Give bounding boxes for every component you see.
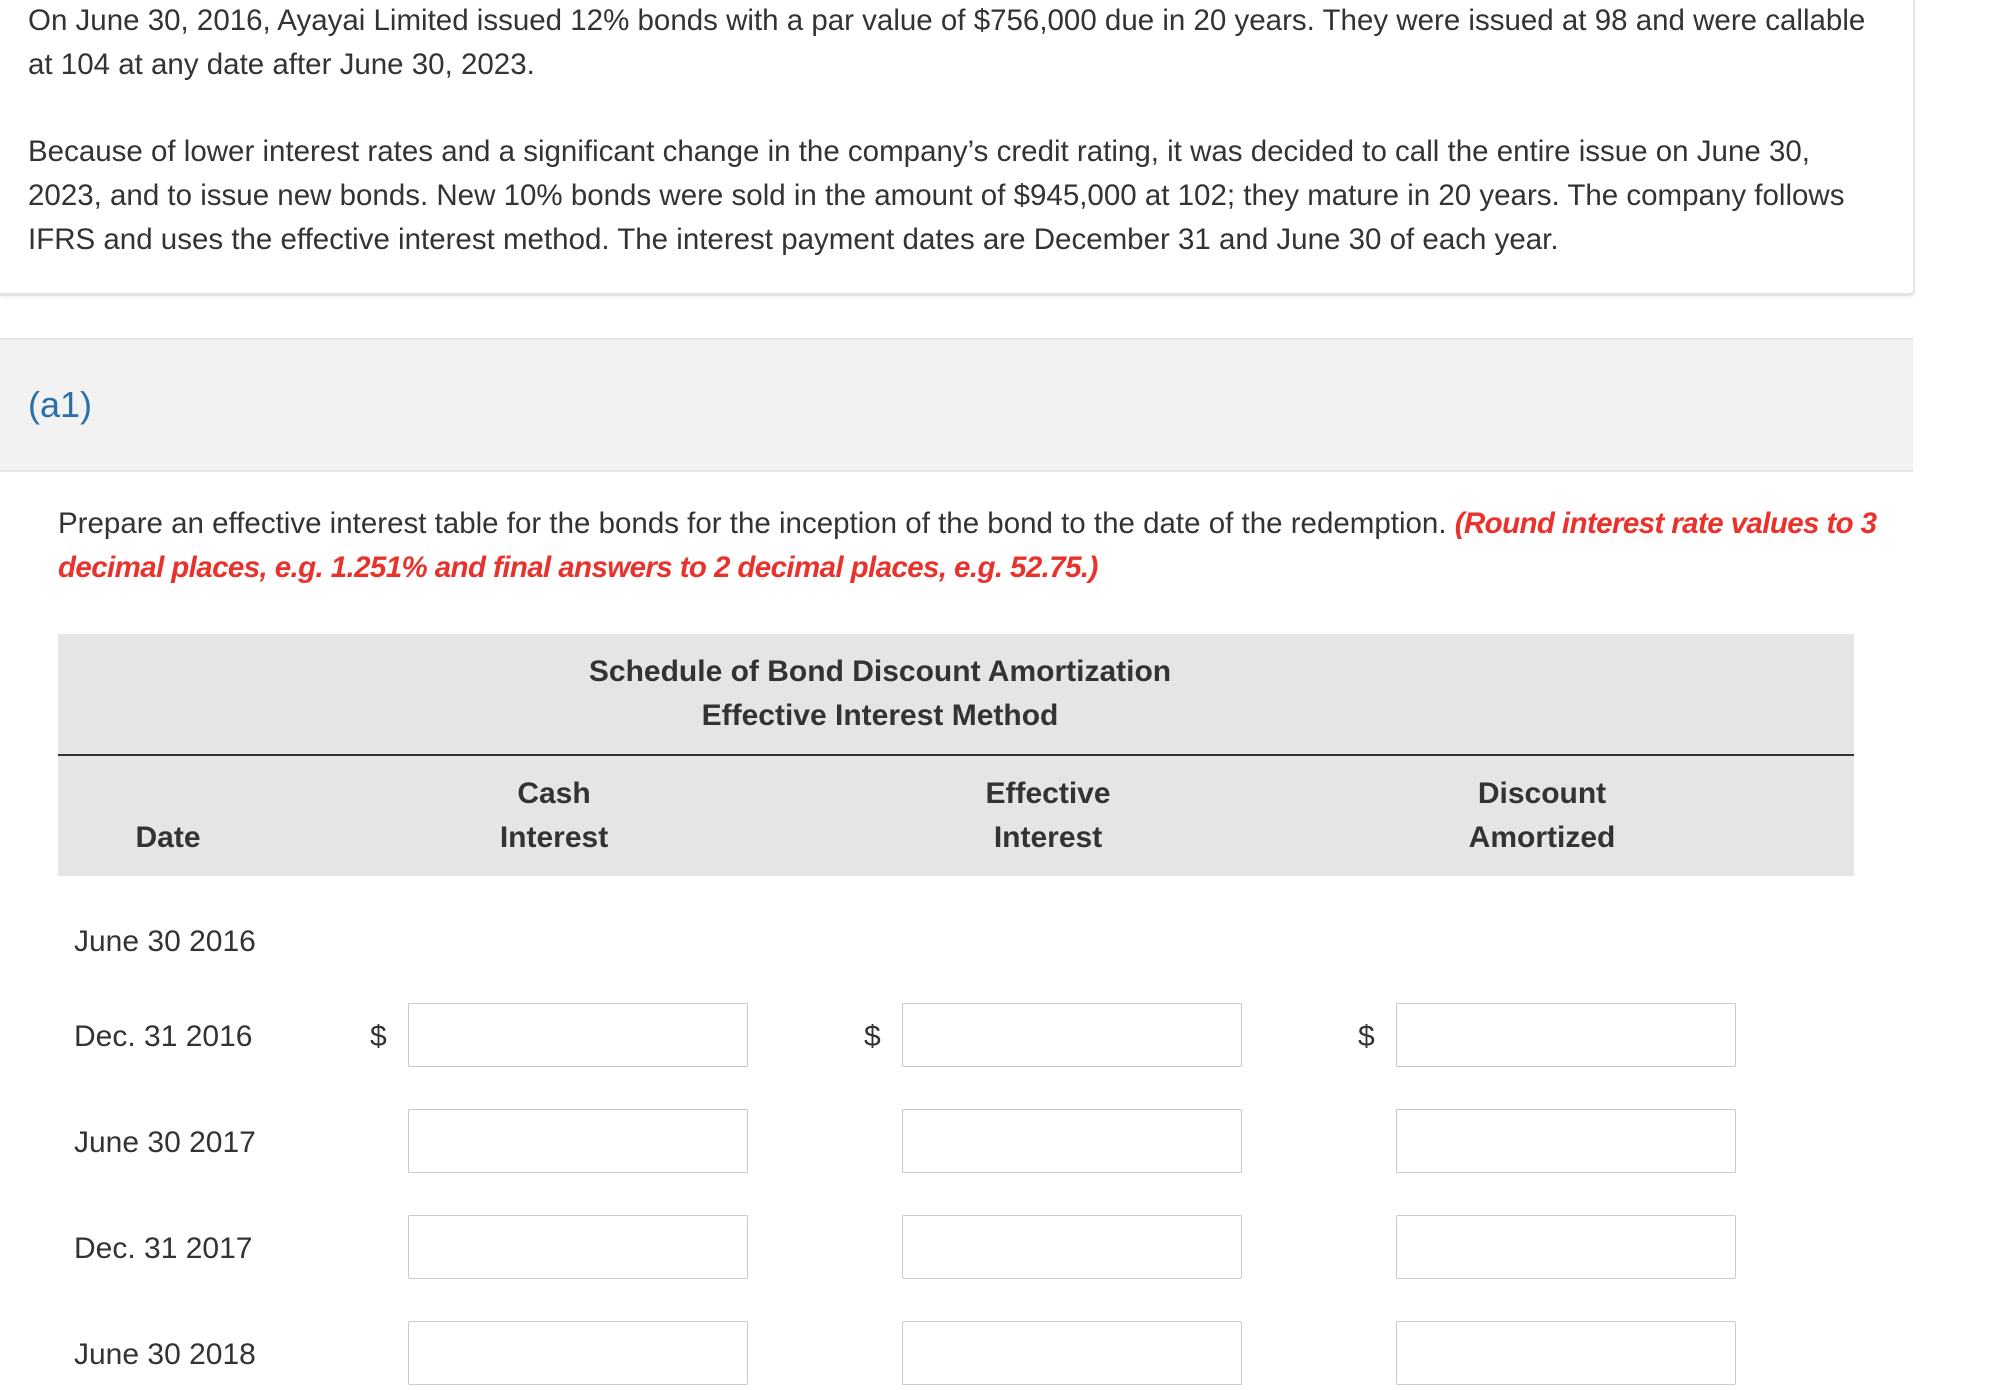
table-row <box>58 1321 1854 1387</box>
row-date: Dec. 31 2017 <box>74 1232 253 1265</box>
cash-interest-input[interactable] <box>408 1109 748 1173</box>
cash-interest-input[interactable] <box>408 1215 748 1279</box>
column-header-effective-line2: Interest <box>993 821 1103 854</box>
row-date: June 30 2017 <box>74 1126 256 1159</box>
row-date: June 30 2016 <box>74 925 256 958</box>
problem-card <box>0 0 1915 296</box>
amortization-schedule-table <box>58 634 1854 876</box>
part-label: (a1) <box>28 384 93 425</box>
effective-interest-input[interactable] <box>902 1321 1242 1385</box>
table-row <box>58 1003 1854 1069</box>
row-date: June 30 2018 <box>74 1338 256 1371</box>
cash-interest-input[interactable] <box>408 1321 748 1385</box>
schedule-subtitle: Effective Interest Method <box>701 699 1059 732</box>
table-row <box>58 908 1854 974</box>
discount-amortized-input[interactable] <box>1396 1109 1736 1173</box>
part-header <box>0 338 1913 472</box>
column-header-effective-interest <box>948 772 1148 860</box>
schedule-title: Schedule of Bond Discount Amortization <box>588 655 1172 688</box>
dollar-sign: $ <box>864 1020 881 1053</box>
schedule-title-header <box>58 634 1854 756</box>
column-header-cash-line1: Cash <box>517 777 591 810</box>
rounding-hint: (Round interest rate values to 3 decimal places, e.g. 1.251% and final answers to 2 decimal places, e.g. 52.75.) <box>58 507 1877 584</box>
problem-paragraph-1: On June 30, 2016, Ayayai Limited issued 12% bonds with a par value of $756,000 due in 20 years. They were issued at 98 and were callable at 104 at any date after June 30, 2023. <box>28 4 1866 81</box>
effective-interest-input[interactable] <box>902 1109 1242 1173</box>
column-header-effective-line1: Effective <box>985 777 1111 810</box>
effective-interest-input[interactable] <box>902 1215 1242 1279</box>
effective-interest-input[interactable] <box>902 1003 1242 1067</box>
column-header-cash-interest <box>454 772 654 860</box>
discount-amortized-input[interactable] <box>1396 1321 1736 1385</box>
instruction-text <box>58 502 1878 590</box>
cash-interest-input[interactable] <box>408 1003 748 1067</box>
discount-amortized-input[interactable] <box>1396 1003 1736 1067</box>
instruction-main: Prepare an effective interest table for the bonds for the inception of the bond to the date of the redemption. <box>58 507 1447 540</box>
table-row <box>58 1215 1854 1281</box>
problem-paragraph-2: Because of lower interest rates and a significant change in the company’s credit rating, it was decided to call the entire issue on June 30, 2023, and to issue new bonds. New 10% bonds were sold in the amount of $945,000 at 102; they mature in 20 years. The company follows IFRS and uses the effective interest method. The interest payment dates are December 31 and June 30 of each year. <box>28 135 1845 256</box>
column-header-discount-amortized <box>1442 772 1642 860</box>
column-header-discount-line2: Amortized <box>1468 821 1616 854</box>
column-header-date <box>108 816 228 860</box>
column-header-cash-line2: Interest <box>499 821 609 854</box>
column-headers <box>58 756 1854 876</box>
row-date: Dec. 31 2016 <box>74 1020 253 1053</box>
column-header-discount-line1: Discount <box>1477 777 1607 810</box>
column-header-date-label: Date <box>135 821 201 854</box>
dollar-sign: $ <box>1358 1020 1375 1053</box>
table-row <box>58 1109 1854 1175</box>
discount-amortized-input[interactable] <box>1396 1215 1736 1279</box>
dollar-sign: $ <box>370 1020 387 1053</box>
